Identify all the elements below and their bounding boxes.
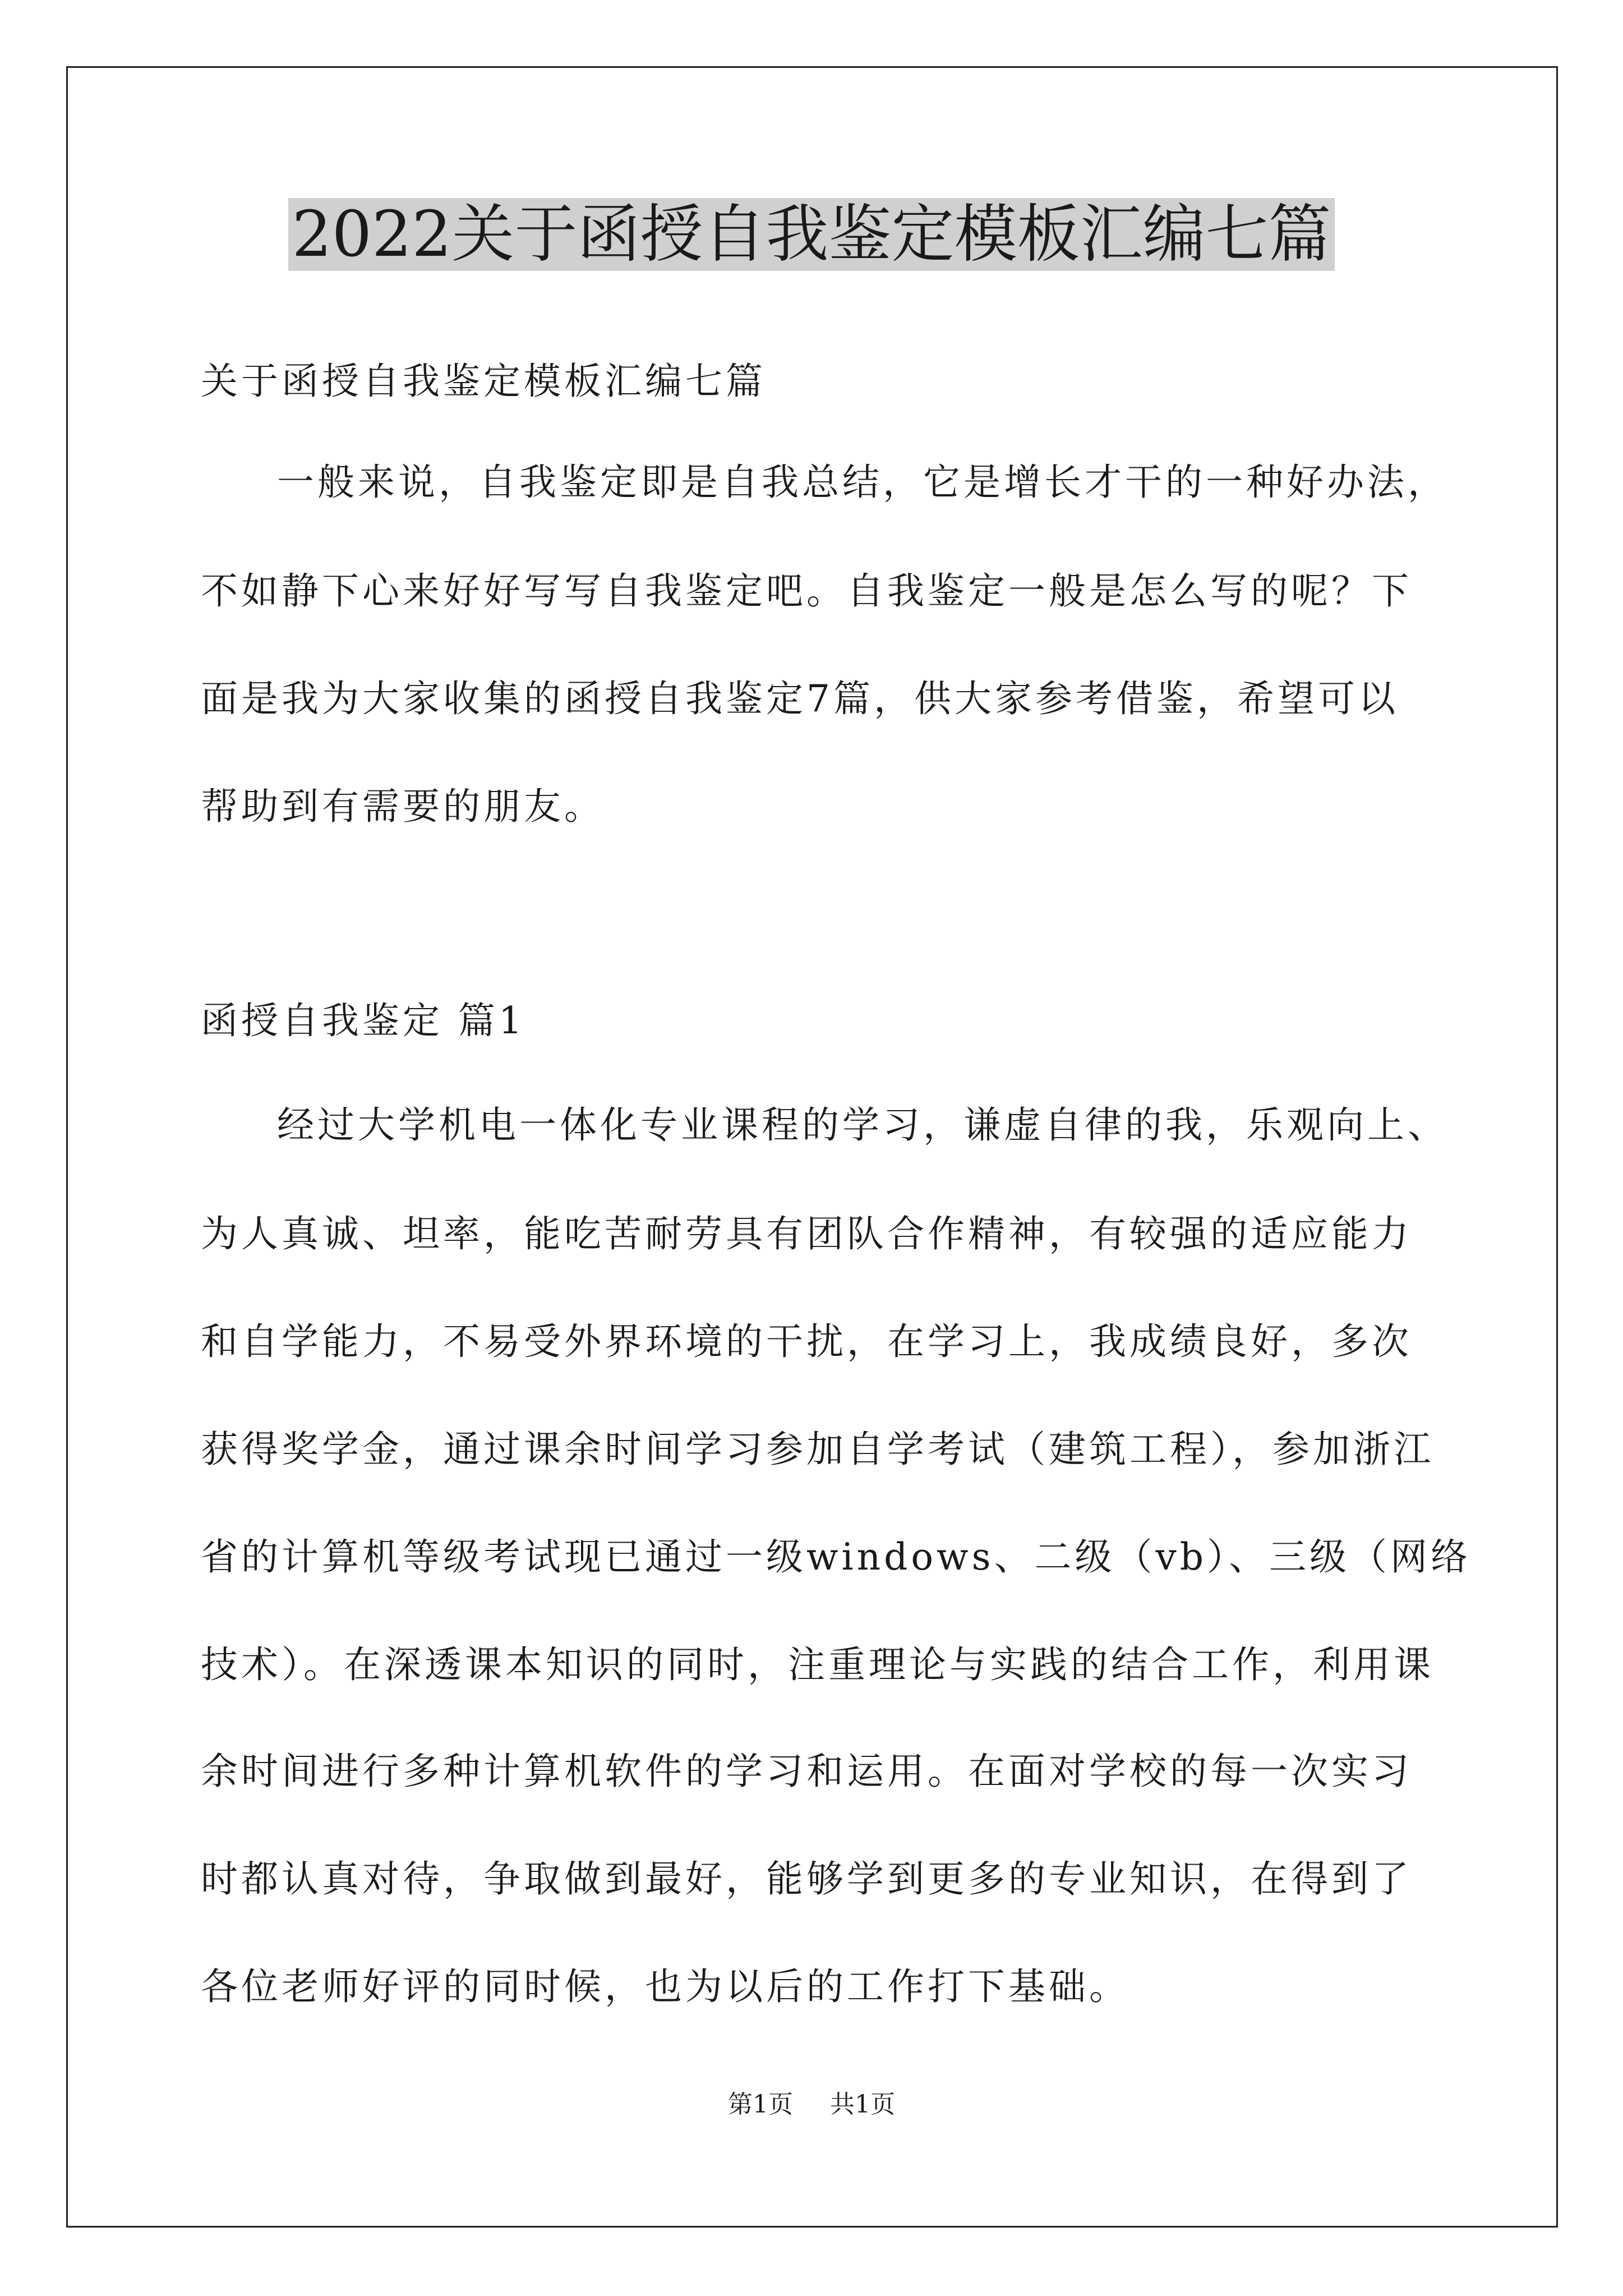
section-line-7: 余时间进行多种计算机软件的学习和运用。在面对学校的每一次实习 [201, 1750, 1412, 1793]
section-heading: 函授自我鉴定 篇1 [201, 999, 525, 1042]
page-total: 共1页 [830, 2090, 895, 2119]
section-line-8: 时都认真对待，争取做到最好，能够学到更多的专业知识，在得到了 [201, 1857, 1412, 1901]
title-text: 2022关于函授自我鉴定模板汇编七篇 [288, 198, 1334, 271]
section-line-4: 获得奖学金，通过课余时间学习参加自学考试（建筑工程），参加浙江 [201, 1428, 1434, 1471]
page-footer [0, 2088, 1623, 2122]
intro-line-1: 一般来说，自我鉴定即是自我总结，它是增长才干的一种好办法， [277, 461, 1448, 504]
section-line-3: 和自学能力，不易受外界环境的干扰，在学习上，我成绩良好，多次 [201, 1320, 1412, 1363]
subtitle: 关于函授自我鉴定模板汇编七篇 [201, 360, 766, 403]
page-number: 第1页 [728, 2090, 793, 2119]
section-line-6: 技术）。在深透课本知识的同时，注重理论与实践的结合工作，利用课 [201, 1643, 1434, 1686]
section-line-2: 为人真诚、坦率，能吃苦耐劳具有团队合作精神，有较强的适应能力 [201, 1212, 1412, 1255]
intro-line-2: 不如静下心来好好写写自我鉴定吧。自我鉴定一般是怎么写的呢？下 [201, 569, 1412, 613]
document-body [201, 0, 1471, 2296]
intro-line-4: 帮助到有需要的朋友。 [201, 785, 605, 828]
section-line-9: 各位老师好评的同时候，也为以后的工作打下基础。 [201, 1965, 1129, 2008]
intro-line-3: 面是我为大家收集的函授自我鉴定7篇，供大家参考借鉴，希望可以 [201, 677, 1399, 720]
section-line-5: 省的计算机等级考试现已通过一级windows、二级（vb）、三级（网络 [201, 1535, 1471, 1579]
section-line-1: 经过大学机电一体化专业课程的学习，谦虚自律的我，乐观向上、 [277, 1103, 1448, 1147]
